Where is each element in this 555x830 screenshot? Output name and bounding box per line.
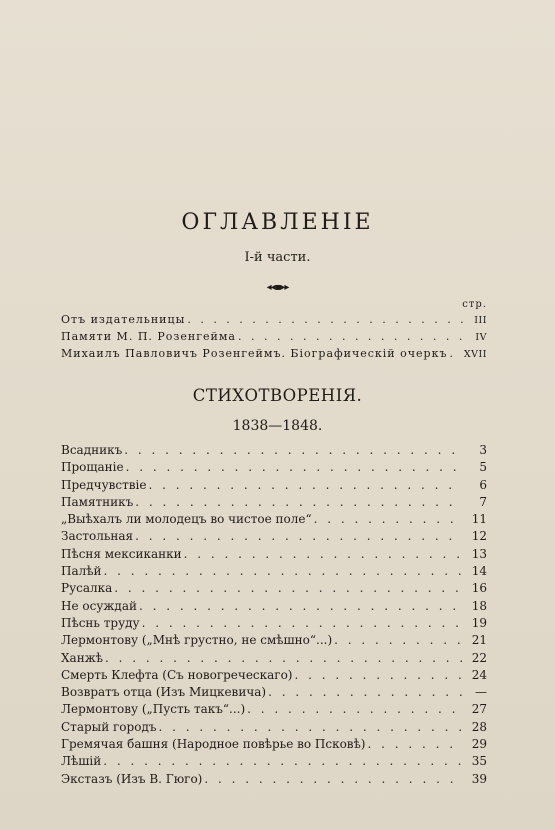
- toc-entry: [61, 495, 487, 512]
- dot-leader: [142, 616, 463, 630]
- toc-entry-page: III: [474, 315, 487, 326]
- dot-leader: [204, 772, 463, 786]
- toc-entry-title: Памяти М. П. Розенгейма: [61, 330, 236, 343]
- toc-entry-title: Пѣсня мексиканки: [61, 546, 182, 561]
- toc-entry-page: 21: [471, 633, 487, 648]
- dot-leader: [247, 702, 463, 716]
- toc-entry: [61, 529, 487, 546]
- toc-entry-page: XVII: [463, 349, 487, 360]
- toc-entry: [61, 616, 487, 633]
- toc-entry-title: „Выѣхалъ ли молодецъ во чистое поле“: [61, 512, 312, 527]
- toc-entry-title: Ханжѣ: [61, 650, 103, 665]
- toc-entry-title: Предчувствіе: [61, 477, 147, 492]
- dot-leader: [314, 512, 463, 526]
- toc-entry: [61, 581, 487, 598]
- toc-entry: [61, 720, 487, 737]
- toc-entry: [61, 347, 487, 364]
- toc-entry-page: 12: [471, 529, 487, 544]
- toc-entry-title: Памятникъ: [61, 494, 134, 509]
- toc-entry-title: Лермонтову („Мнѣ грустно, не смѣшно“...): [61, 633, 333, 648]
- toc-entry-title: Лѣшій: [61, 754, 102, 769]
- page-subtitle: І-й части.: [244, 250, 311, 265]
- toc-entry: [61, 633, 487, 650]
- dot-leader: [367, 737, 463, 751]
- toc-entry-page: 5: [479, 460, 487, 475]
- toc-entry-title: Старый городъ: [61, 719, 157, 734]
- toc-entry-page: 11: [471, 512, 487, 527]
- section-period: 1838—1848.: [232, 418, 323, 434]
- toc-entry-title: Палѣй: [61, 564, 102, 579]
- toc-entry-page: 35: [471, 754, 487, 769]
- toc-entry-page: 22: [471, 650, 487, 665]
- toc-entry: [61, 547, 487, 564]
- toc-entry-page: 14: [471, 564, 487, 579]
- toc-entry: [61, 564, 487, 581]
- toc-entry-page: —: [475, 685, 487, 700]
- page-title: ОГЛАВЛЕНІЕ: [181, 210, 374, 235]
- dot-leader: [148, 478, 463, 492]
- toc-entry-title: Отъ издательницы: [61, 313, 186, 326]
- dot-leader: [158, 720, 463, 734]
- toc-entry-page: 28: [471, 719, 487, 734]
- toc-entry-title: Гремячая башня (Народное повѣрье во Псковѣ): [61, 737, 366, 752]
- toc-entry: [61, 443, 487, 460]
- toc-entry: [61, 512, 487, 529]
- toc-entry-title: Возвратъ отца (Изъ Мицкевича): [61, 685, 267, 700]
- dot-leader: [103, 564, 463, 578]
- dot-leader: [114, 581, 463, 595]
- section-title: СТИХОТВОРЕНІЯ.: [192, 386, 363, 405]
- toc-entry-title: Экстазъ (Изъ В. Гюго): [61, 771, 203, 786]
- toc-entry-title: Всадникъ: [61, 443, 123, 457]
- toc-entry: [61, 685, 487, 702]
- dot-leader: [105, 651, 463, 665]
- toc-entry: [61, 754, 487, 771]
- toc-entry-title: Русалка: [61, 581, 113, 596]
- toc-entry-page: 16: [471, 581, 487, 596]
- dot-leader: [238, 330, 463, 343]
- toc-entry-title: Михаилъ Павловичъ Розенгеймъ. Біографическій очеркъ: [61, 347, 448, 360]
- toc-entry-page: 13: [471, 546, 487, 561]
- dot-leader: [184, 547, 463, 561]
- page-column-label: стр.: [462, 299, 487, 310]
- toc-entry-page: 24: [471, 667, 487, 682]
- toc-entry: [61, 599, 487, 616]
- dot-leader: [334, 633, 463, 647]
- dot-leader: [103, 754, 463, 768]
- toc-entry-page: 3: [479, 443, 487, 457]
- toc-entry: [61, 460, 487, 477]
- toc-entry-page: IV: [475, 332, 487, 343]
- toc-entry-title: Не осуждай: [61, 598, 137, 613]
- toc-entry-title: Смерть Клефта (Съ новогреческаго): [61, 667, 293, 682]
- toc-entry-page: 27: [471, 702, 487, 717]
- dot-leader: [295, 668, 464, 682]
- toc-entry-page: 39: [471, 771, 487, 786]
- dot-leader: [268, 685, 463, 699]
- toc-entry: [61, 737, 487, 754]
- toc-entry-title: Лермонтову („Пусть такъ“...): [61, 702, 246, 717]
- dot-leader: [135, 495, 463, 509]
- toc-entry-page: 7: [479, 494, 487, 509]
- toc-entry: [61, 668, 487, 685]
- toc-entry: [61, 772, 487, 789]
- poems-list: [61, 443, 487, 789]
- toc-entry-page: 6: [479, 477, 487, 492]
- dot-leader: [124, 443, 463, 457]
- toc-entry: [61, 330, 487, 347]
- toc-entry: [61, 702, 487, 719]
- dot-leader: [139, 599, 463, 613]
- dot-leader: [126, 460, 463, 474]
- toc-entry: [61, 313, 487, 330]
- toc-entry-page: 18: [471, 598, 487, 613]
- toc-entry: [61, 651, 487, 668]
- dot-leader: [135, 529, 463, 543]
- toc-entry-page: 29: [471, 737, 487, 752]
- front-matter-list: [61, 313, 487, 364]
- toc-entry-title: Пѣснь труду: [61, 615, 140, 630]
- toc-entry-page: 19: [471, 615, 487, 630]
- dot-leader: [449, 347, 461, 360]
- toc-entry-title: Застольная: [61, 529, 134, 544]
- toc-entry: [61, 478, 487, 495]
- dot-leader: [187, 313, 463, 326]
- ornament-divider: ◂◂▪▸▸: [266, 282, 289, 293]
- toc-entry-title: Прощаніе: [61, 460, 124, 475]
